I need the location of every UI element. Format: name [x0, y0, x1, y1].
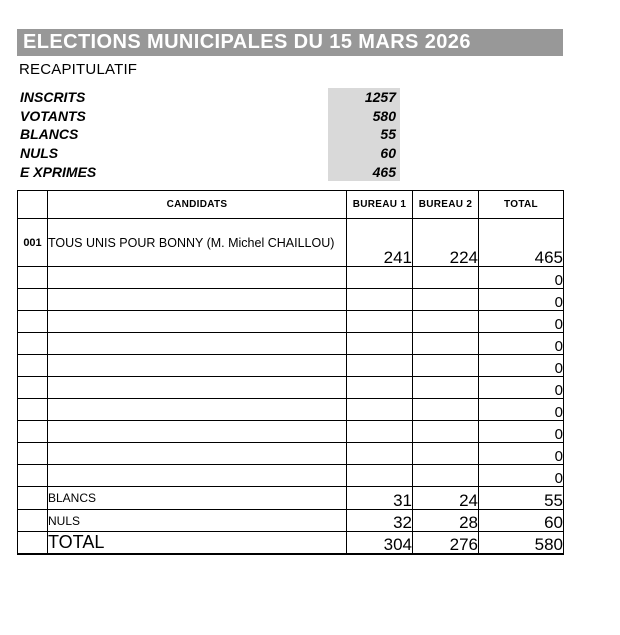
empty-row	[18, 465, 564, 487]
nuls-row	[18, 510, 564, 532]
empty-row	[18, 333, 564, 355]
empty-cell	[18, 355, 48, 377]
empty-rows-section	[18, 267, 564, 487]
summary-value: 465	[328, 162, 400, 181]
empty-cell	[413, 267, 479, 289]
summary-row-blancs	[17, 125, 417, 144]
total-bureau2-cell: 276	[413, 532, 479, 554]
subtitle: RECAPITULATIF	[19, 61, 138, 78]
title-bar	[17, 29, 563, 56]
empty-cell	[48, 399, 347, 421]
summary-row-exprimes	[17, 162, 417, 181]
nuls-bureau2-cell: 28	[413, 510, 479, 532]
empty-cell	[18, 333, 48, 355]
empty-cell	[413, 311, 479, 333]
empty-row	[18, 421, 564, 443]
empty-cell	[48, 443, 347, 465]
empty-row	[18, 355, 564, 377]
candidate-bureau2-cell: 224	[413, 219, 479, 267]
empty-cell	[18, 311, 48, 333]
empty-cell	[48, 355, 347, 377]
nuls-total-cell: 60	[479, 510, 564, 532]
empty-cell	[347, 333, 413, 355]
empty-row-total-cell: 0	[479, 355, 564, 377]
empty-cell	[48, 311, 347, 333]
blancs-total-cell: 55	[479, 487, 564, 510]
empty-cell	[413, 355, 479, 377]
empty-cell	[413, 421, 479, 443]
empty-cell	[347, 465, 413, 487]
blancs-row	[18, 487, 564, 510]
summary-value: 580	[328, 107, 400, 126]
candidate-total-cell: 465	[479, 219, 564, 267]
candidate-name-cell: TOUS UNIS POUR BONNY (M. Michel CHAILLOU)	[48, 219, 347, 267]
candidate-number-cell: 001	[18, 219, 48, 267]
results-table	[17, 190, 564, 555]
candidate-row	[18, 219, 564, 267]
table-header-row	[18, 191, 564, 219]
empty-cell	[413, 443, 479, 465]
total-bureau1-cell: 304	[347, 532, 413, 554]
empty-row	[18, 267, 564, 289]
empty-row-total-cell: 0	[479, 465, 564, 487]
empty-row-total-cell: 0	[479, 421, 564, 443]
summary-label: E XPRIMES	[20, 163, 97, 180]
empty-cell	[413, 377, 479, 399]
total-total-cell: 580	[479, 532, 564, 554]
blancs-label-cell: BLANCS	[48, 487, 347, 510]
empty-cell	[48, 267, 347, 289]
header-total-cell: TOTAL	[479, 191, 564, 219]
summary-row-votants	[17, 107, 417, 126]
empty-cell	[413, 333, 479, 355]
empty-cell	[48, 465, 347, 487]
nuls-bureau1-cell: 32	[347, 510, 413, 532]
blancs-bureau1-cell: 31	[347, 487, 413, 510]
page-title: ELECTIONS MUNICIPALES DU 15 MARS 2026	[23, 31, 471, 53]
empty-cell	[48, 377, 347, 399]
empty-row-total-cell: 0	[479, 267, 564, 289]
empty-row-total-cell: 0	[479, 289, 564, 311]
summary-label: INSCRITS	[20, 89, 86, 106]
candidate-bureau1-cell: 241	[347, 219, 413, 267]
empty-row	[18, 443, 564, 465]
empty-cell	[18, 487, 48, 510]
summary-label: NULS	[20, 145, 59, 162]
empty-cell	[413, 289, 479, 311]
empty-cell	[347, 443, 413, 465]
empty-row	[18, 311, 564, 333]
total-row	[18, 532, 564, 554]
empty-cell	[18, 267, 48, 289]
empty-cell	[18, 532, 48, 554]
empty-cell	[347, 421, 413, 443]
nuls-label-cell: NULS	[48, 510, 347, 532]
summary-row-inscrits	[17, 88, 417, 107]
empty-cell	[347, 355, 413, 377]
empty-cell	[413, 465, 479, 487]
empty-cell	[347, 311, 413, 333]
empty-cell	[347, 377, 413, 399]
empty-cell	[18, 399, 48, 421]
header-bureau2-cell: BUREAU 2	[413, 191, 479, 219]
empty-row-total-cell: 0	[479, 311, 564, 333]
empty-row	[18, 377, 564, 399]
header-num-cell	[18, 191, 48, 219]
empty-cell	[413, 399, 479, 421]
empty-cell	[18, 289, 48, 311]
empty-row-total-cell: 0	[479, 377, 564, 399]
empty-cell	[18, 421, 48, 443]
summary-label: BLANCS	[20, 126, 79, 143]
empty-cell	[48, 289, 347, 311]
empty-row-total-cell: 0	[479, 333, 564, 355]
summary-label: VOTANTS	[20, 107, 86, 124]
empty-row	[18, 289, 564, 311]
empty-row-total-cell: 0	[479, 443, 564, 465]
empty-row	[18, 399, 564, 421]
summary-row-nuls	[17, 144, 417, 163]
empty-cell	[347, 267, 413, 289]
total-label-cell: TOTAL	[48, 532, 347, 554]
empty-row-total-cell: 0	[479, 399, 564, 421]
empty-cell	[18, 510, 48, 532]
empty-cell	[48, 333, 347, 355]
empty-cell	[18, 465, 48, 487]
empty-cell	[347, 289, 413, 311]
summary-value: 1257	[328, 88, 400, 107]
empty-cell	[18, 443, 48, 465]
header-bureau1-cell: BUREAU 1	[347, 191, 413, 219]
summary-block	[17, 88, 417, 181]
empty-cell	[48, 421, 347, 443]
summary-value: 60	[328, 144, 400, 163]
empty-cell	[18, 377, 48, 399]
empty-cell	[347, 399, 413, 421]
summary-value: 55	[328, 125, 400, 144]
header-candidats-cell: CANDIDATS	[48, 191, 347, 219]
blancs-bureau2-cell: 24	[413, 487, 479, 510]
